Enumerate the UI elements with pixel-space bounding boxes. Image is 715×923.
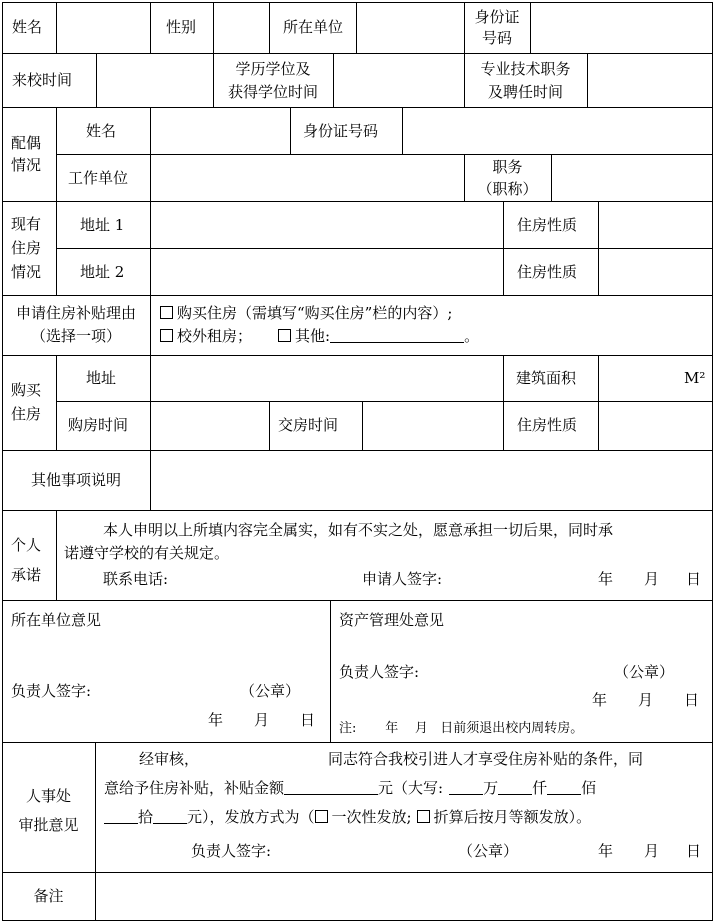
pledge-day: 日 — [686, 570, 702, 588]
rule — [2, 450, 713, 451]
title-label-line1: 专业技术职务 — [480, 60, 571, 78]
spouse-name-label: 姓名 — [86, 122, 117, 140]
pledge-year: 年 — [598, 570, 614, 588]
hr-amount-upper-label: 元（大写: — [378, 779, 444, 797]
rule — [56, 510, 57, 600]
deliver-time-label: 交房时间 — [278, 416, 339, 434]
rule — [362, 401, 363, 450]
pledge-text-line2: 诺遵守学校的有关规定。 — [64, 544, 230, 562]
checkbox-icon[interactable] — [315, 810, 328, 823]
rule — [150, 295, 151, 355]
rule — [598, 201, 599, 295]
checkbox-icon[interactable] — [160, 329, 173, 342]
reason-label-line1: 申请住房补贴理由 — [15, 304, 136, 322]
asset-sign-label: 负责人签字: — [339, 663, 420, 681]
idcard-label-line2: 号码 — [481, 29, 512, 47]
gender-label: 性别 — [166, 18, 197, 36]
rule — [503, 201, 504, 295]
rule — [56, 201, 57, 295]
rule — [2, 510, 713, 511]
asset-seal: （公章） — [614, 663, 675, 681]
floor-area-label: 建筑面积 — [516, 369, 577, 387]
rule — [551, 154, 552, 201]
hr-para1-end: 同志符合我校引进人才享受住房补贴的条件，同 — [328, 750, 644, 768]
rule — [712, 2, 713, 921]
other-matters-label: 其他事项说明 — [30, 471, 121, 489]
hr-month: 月 — [644, 842, 660, 860]
hr-year: 年 — [598, 842, 614, 860]
contact-phone-label: 联系电话: — [103, 570, 169, 588]
payment-lump-sum-label: 一次性发放; — [331, 808, 412, 826]
dept-month: 月 — [254, 711, 270, 729]
rule — [96, 53, 97, 107]
reason-option-other-label: 其他: — [295, 327, 331, 345]
hr-para3 — [104, 807, 591, 827]
pledge-label-line1: 个人 — [11, 536, 42, 554]
pledge-text-line1: 本人申明以上所填内容完全属实，如有不实之处，愿意承担一切后果，同时承 — [103, 521, 614, 539]
applicant-sign-label: 申请人签字: — [362, 570, 443, 588]
housing-nature1-label: 住房性质 — [517, 216, 578, 234]
dept-year: 年 — [208, 711, 224, 729]
hr-amount-label: 意给予住房补贴，补贴金额 — [104, 779, 285, 797]
purchase-label-line1: 购买 — [11, 381, 42, 399]
rule — [2, 201, 713, 202]
hr-label-line1: 人事处 — [25, 787, 71, 805]
degree-label-line2: 获得学位时间 — [227, 83, 318, 101]
rule — [503, 355, 504, 450]
arrival-label: 来校时间 — [12, 71, 73, 89]
amount-bai-blank[interactable] — [547, 779, 581, 795]
amount-shi-blank[interactable] — [104, 808, 138, 824]
rule — [56, 107, 57, 201]
dept-day: 日 — [300, 711, 316, 729]
hr-payment-method-label: 元），发放方式为（ — [187, 808, 315, 826]
hr-label-line2: 审批意见 — [18, 816, 79, 834]
rule — [269, 401, 270, 450]
checkbox-icon[interactable] — [278, 329, 291, 342]
rule — [598, 355, 599, 450]
rule — [2, 53, 713, 54]
hr-para2 — [104, 778, 596, 798]
unit-qian: 仟 — [532, 779, 548, 797]
purchase-address-label: 地址 — [86, 369, 117, 387]
rule — [2, 600, 713, 601]
idcard-label-line1: 身份证 — [474, 8, 520, 26]
rule — [56, 401, 713, 402]
rule — [530, 2, 531, 53]
asset-month: 月 — [638, 691, 654, 709]
checkbox-icon[interactable] — [160, 306, 173, 319]
hr-day: 日 — [686, 842, 702, 860]
reason-option-other[interactable] — [278, 326, 479, 346]
housing-label-line2: 住房 — [11, 239, 42, 257]
rule — [56, 355, 57, 450]
hr-para1-start: 经审核， — [139, 750, 200, 768]
rule — [150, 107, 151, 201]
asset-note: 注: 年 月 日前须退出校内周转房。 — [339, 721, 584, 736]
reason-other-blank[interactable] — [330, 327, 464, 343]
reason-label-line2: （选择一项） — [30, 327, 121, 345]
amount-qian-blank[interactable] — [498, 779, 532, 795]
rule — [333, 53, 334, 107]
rule — [213, 2, 214, 53]
rule — [356, 2, 357, 53]
housing-label-line3: 情况 — [11, 263, 42, 281]
asset-opinion-title: 资产管理处意见 — [339, 611, 445, 629]
rule — [150, 2, 151, 53]
rule — [150, 450, 151, 510]
rule — [330, 600, 331, 742]
unit-shi: 拾 — [138, 808, 154, 826]
checkbox-icon[interactable] — [417, 810, 430, 823]
dept-seal: （公章） — [240, 682, 301, 700]
rule — [290, 107, 291, 154]
unit-bai: 佰 — [581, 779, 597, 797]
dept-sign-label: 负责人签字: — [11, 682, 92, 700]
rule — [2, 742, 713, 743]
rule — [2, 107, 713, 108]
spouse-post-label-line1: 职务 — [492, 158, 523, 176]
hr-seal: （公章） — [458, 842, 519, 860]
spouse-workplace-label: 工作单位 — [68, 169, 129, 187]
degree-label-line1: 学历学位及 — [235, 60, 311, 78]
buy-time-label: 购房时间 — [68, 416, 129, 434]
amount-wan-blank[interactable] — [449, 779, 483, 795]
rule — [56, 248, 713, 249]
rule — [150, 201, 151, 295]
remark-label: 备注 — [33, 887, 64, 905]
reason-option-rent[interactable] — [160, 326, 252, 346]
reason-option-buy[interactable] — [160, 303, 452, 323]
rule — [56, 154, 713, 155]
rule — [2, 2, 713, 3]
rule — [2, 295, 713, 296]
housing-label-line1: 现有 — [11, 215, 42, 233]
rule — [2, 920, 713, 921]
address2-label: 地址 2 — [80, 263, 125, 281]
spouse-label-line2: 情况 — [11, 156, 42, 174]
asset-day: 日 — [684, 691, 700, 709]
hr-sign-label: 负责人签字: — [191, 842, 272, 860]
reason-option-buy-label: 购买住房（需填写“购买住房”栏的内容）; — [177, 304, 453, 322]
address1-label: 地址 1 — [80, 216, 125, 234]
reason-option-rent-label: 校外租房； — [177, 327, 253, 345]
amount-blank[interactable] — [284, 779, 378, 795]
rule — [402, 107, 403, 154]
spouse-post-label-line2: （职称） — [477, 180, 538, 198]
purchase-nature-label: 住房性质 — [517, 416, 578, 434]
amount-yuan-blank[interactable] — [153, 808, 187, 824]
payment-monthly-label: 折算后按月等额发放）。 — [433, 808, 592, 826]
purchase-label-line2: 住房 — [11, 405, 42, 423]
rule — [2, 355, 713, 356]
rule — [95, 742, 96, 920]
reason-other-end: 。 — [464, 327, 480, 345]
rule — [587, 53, 588, 107]
rule — [269, 2, 270, 53]
rule — [150, 355, 151, 450]
asset-year: 年 — [592, 691, 608, 709]
pledge-month: 月 — [644, 570, 660, 588]
housing-nature2-label: 住房性质 — [517, 263, 578, 281]
rule — [56, 2, 57, 53]
unit-wan: 万 — [483, 779, 499, 797]
rule — [2, 872, 713, 873]
title-label-line2: 及聘任时间 — [487, 83, 563, 101]
dept-opinion-title: 所在单位意见 — [11, 611, 102, 629]
rule — [2, 2, 3, 921]
name-label: 姓名 — [12, 18, 43, 36]
spouse-idcard-label: 身份证号码 — [303, 122, 379, 140]
spouse-label-line1: 配偶 — [11, 134, 42, 152]
unit-label: 所在单位 — [283, 18, 344, 36]
pledge-label-line2: 承诺 — [11, 566, 42, 584]
area-unit: M² — [684, 369, 706, 387]
